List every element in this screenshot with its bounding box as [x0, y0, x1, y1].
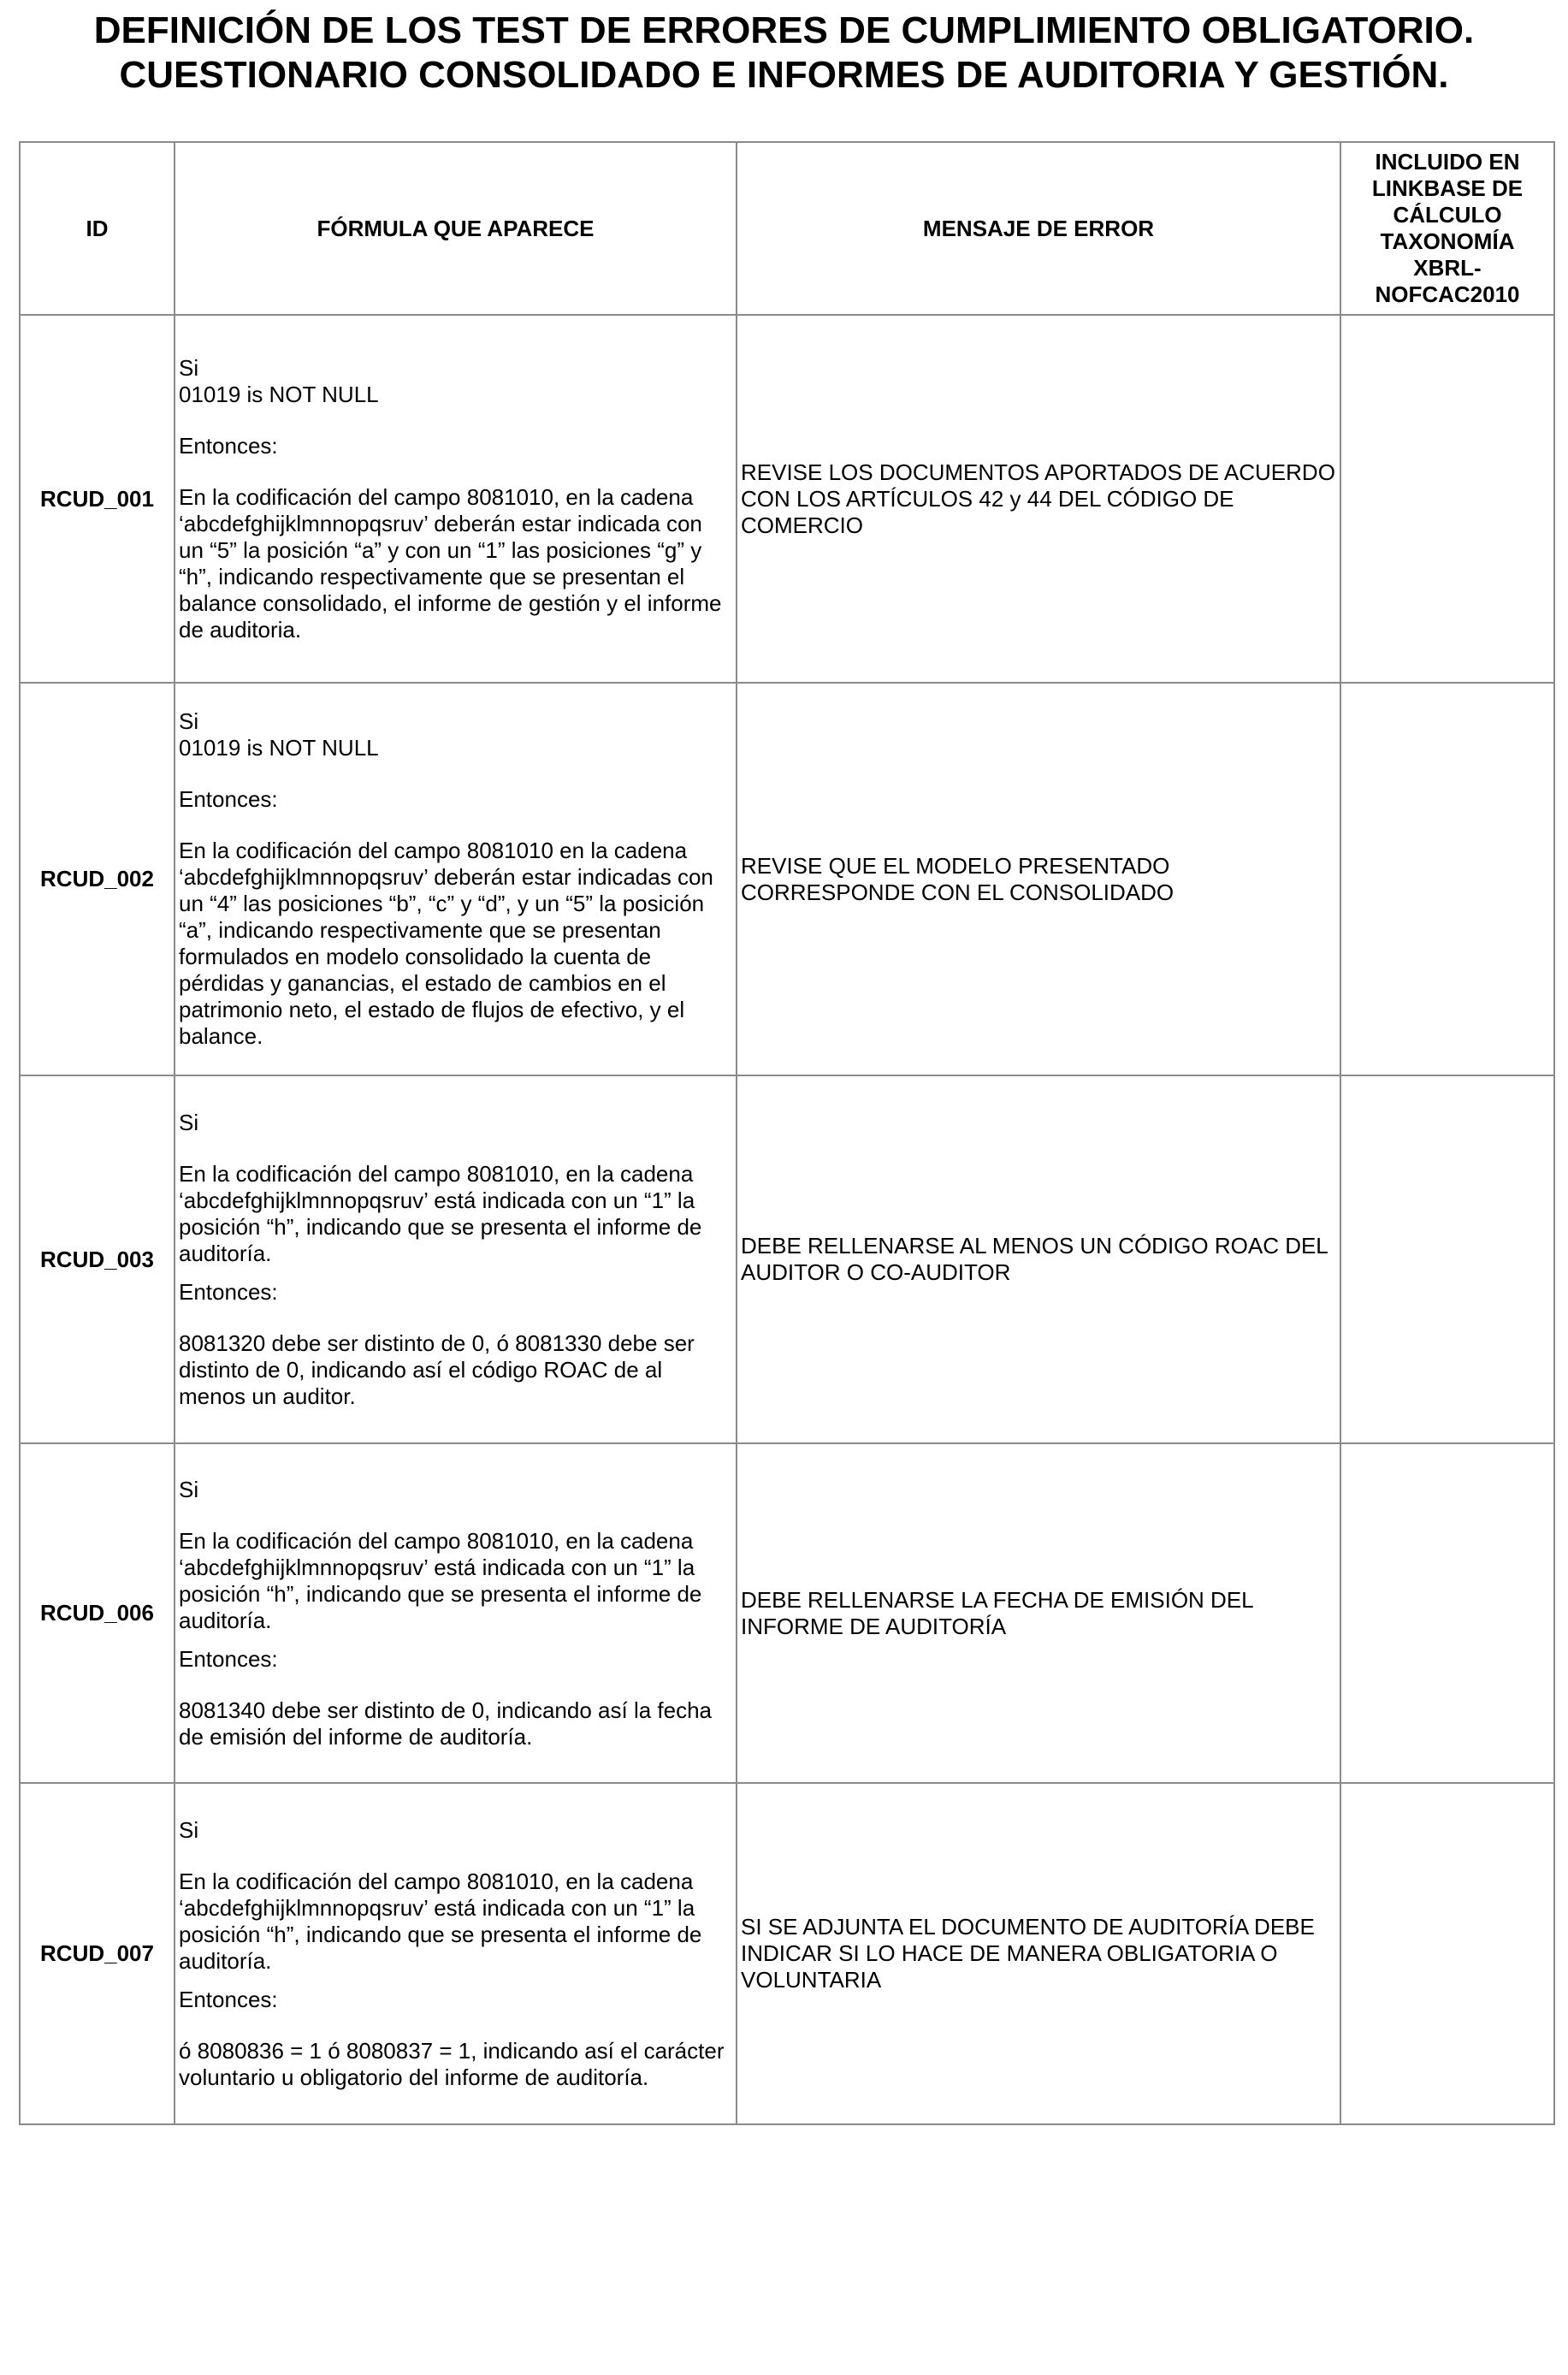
row-included: [1340, 1783, 1554, 2124]
formula-entonces: Entonces:: [179, 1278, 278, 1305]
formula-si: Si: [179, 1109, 199, 1135]
row-included: [1340, 315, 1554, 683]
row-error-message: SI SE ADJUNTA EL DOCUMENTO DE AUDITORÍA DEBE INDICAR SI LO HACE DE MANERA OBLIGATORIA O VOLUNTARIA: [737, 1783, 1340, 2124]
table-row: [20, 1443, 1554, 1783]
title-line-1: DEFINICIÓN DE LOS TEST DE ERRORES DE CUMPLIMIENTO OBLIGATORIO.: [93, 9, 1475, 51]
error-tests-table: [19, 141, 1555, 2125]
formula-result: ó 8080836 = 1 ó 8080837 = 1, indicando así el carácter voluntario u obligatorio del informe de auditoría.: [179, 2037, 725, 2090]
row-formula: [175, 315, 737, 683]
row-formula: [175, 1075, 737, 1443]
document-title: [0, 9, 1568, 98]
formula-si: Si: [179, 354, 199, 381]
table-row: [20, 683, 1554, 1075]
formula-result: En la codificación del campo 8081010, en la cadena ‘abcdefghijklmnnopqsruv’ deberán estar indicada con un “5” la posición “a” y con un “1” las posiciones “g” y “h”, indicando respectivamente que se presentan el balance consolidado, el informe de gestión y el informe de auditoria.: [179, 483, 722, 643]
formula-condition: 01019 is NOT NULL: [179, 735, 379, 761]
formula-entonces: Entonces:: [179, 1645, 278, 1672]
formula-condition: En la codificación del campo 8081010, en la cadena ‘abcdefghijklmnnopqsruv’ está indicada con un “1” la posición “h”, indicando que se presenta el informe de auditoría.: [179, 1160, 702, 1266]
formula-entonces: Entonces:: [179, 432, 278, 459]
header-formula: FÓRMULA QUE APARECE: [175, 142, 737, 315]
header-id: ID: [20, 142, 175, 315]
table-row: [20, 1783, 1554, 2124]
table-row: [20, 1075, 1554, 1443]
row-id: RCUD_001: [20, 315, 175, 683]
formula-entonces: Entonces:: [179, 786, 278, 812]
row-id: RCUD_006: [20, 1443, 175, 1783]
formula-condition: En la codificación del campo 8081010, en la cadena ‘abcdefghijklmnnopqsruv’ está indicada con un “1” la posición “h”, indicando que se presenta el informe de auditoría.: [179, 1527, 702, 1633]
row-formula: [175, 683, 737, 1075]
formula-entonces: Entonces:: [179, 1986, 278, 2012]
row-error-message: DEBE RELLENARSE LA FECHA DE EMISIÓN DEL INFORME DE AUDITORÍA: [737, 1443, 1340, 1783]
row-id: RCUD_003: [20, 1075, 175, 1443]
title-line-2: CUESTIONARIO CONSOLIDADO E INFORMES DE AUDITORIA Y GESTIÓN.: [119, 54, 1449, 96]
row-included: [1340, 683, 1554, 1075]
table-row: [20, 315, 1554, 683]
row-error-message: REVISE QUE EL MODELO PRESENTADO CORRESPONDE CON EL CONSOLIDADO: [737, 683, 1340, 1075]
row-id: RCUD_007: [20, 1783, 175, 2124]
row-id: RCUD_002: [20, 683, 175, 1075]
row-error-message: REVISE LOS DOCUMENTOS APORTADOS DE ACUERDO CON LOS ARTÍCULOS 42 y 44 DEL CÓDIGO DE COMERCIO: [737, 315, 1340, 683]
formula-condition: En la codificación del campo 8081010, en la cadena ‘abcdefghijklmnnopqsruv’ está indicada con un “1” la posición “h”, indicando que se presenta el informe de auditoría.: [179, 1868, 702, 1974]
formula-si: Si: [179, 1816, 199, 1843]
table-header-row: [20, 142, 1554, 315]
formula-result: 8081340 debe ser distinto de 0, indicando así la fecha de emisión del informe de auditoría.: [179, 1697, 713, 1750]
formula-result: En la codificación del campo 8081010 en la cadena ‘abcdefghijklmnnopqsruv’ deberán estar indicadas con un “4” las posiciones “b”, “c” y “d”, y un “5” la posición “a”, indicando respectivamente que se presentan formulados en modelo consolidado la cuenta de pérdidas y ganancias, el estado de cambios en el patrimonio neto, el estado de flujos de efectivo, y el balance.: [179, 838, 713, 1049]
formula-si: Si: [179, 708, 199, 734]
formula-si: Si: [179, 1476, 199, 1502]
row-error-message: DEBE RELLENARSE AL MENOS UN CÓDIGO ROAC DEL AUDITOR O CO-AUDITOR: [737, 1075, 1340, 1443]
header-message: MENSAJE DE ERROR: [737, 142, 1340, 315]
formula-condition: 01019 is NOT NULL: [179, 381, 379, 407]
row-formula: [175, 1443, 737, 1783]
formula-result: 8081320 debe ser distinto de 0, ó 8081330 debe ser distinto de 0, indicando así el código ROAC de al menos un auditor.: [179, 1330, 695, 1409]
row-formula: [175, 1783, 737, 2124]
header-included: INCLUIDO EN LINKBASE DE CÁLCULO TAXONOMÍA XBRL-NOFCAC2010: [1340, 142, 1554, 315]
row-included: [1340, 1443, 1554, 1783]
row-included: [1340, 1075, 1554, 1443]
